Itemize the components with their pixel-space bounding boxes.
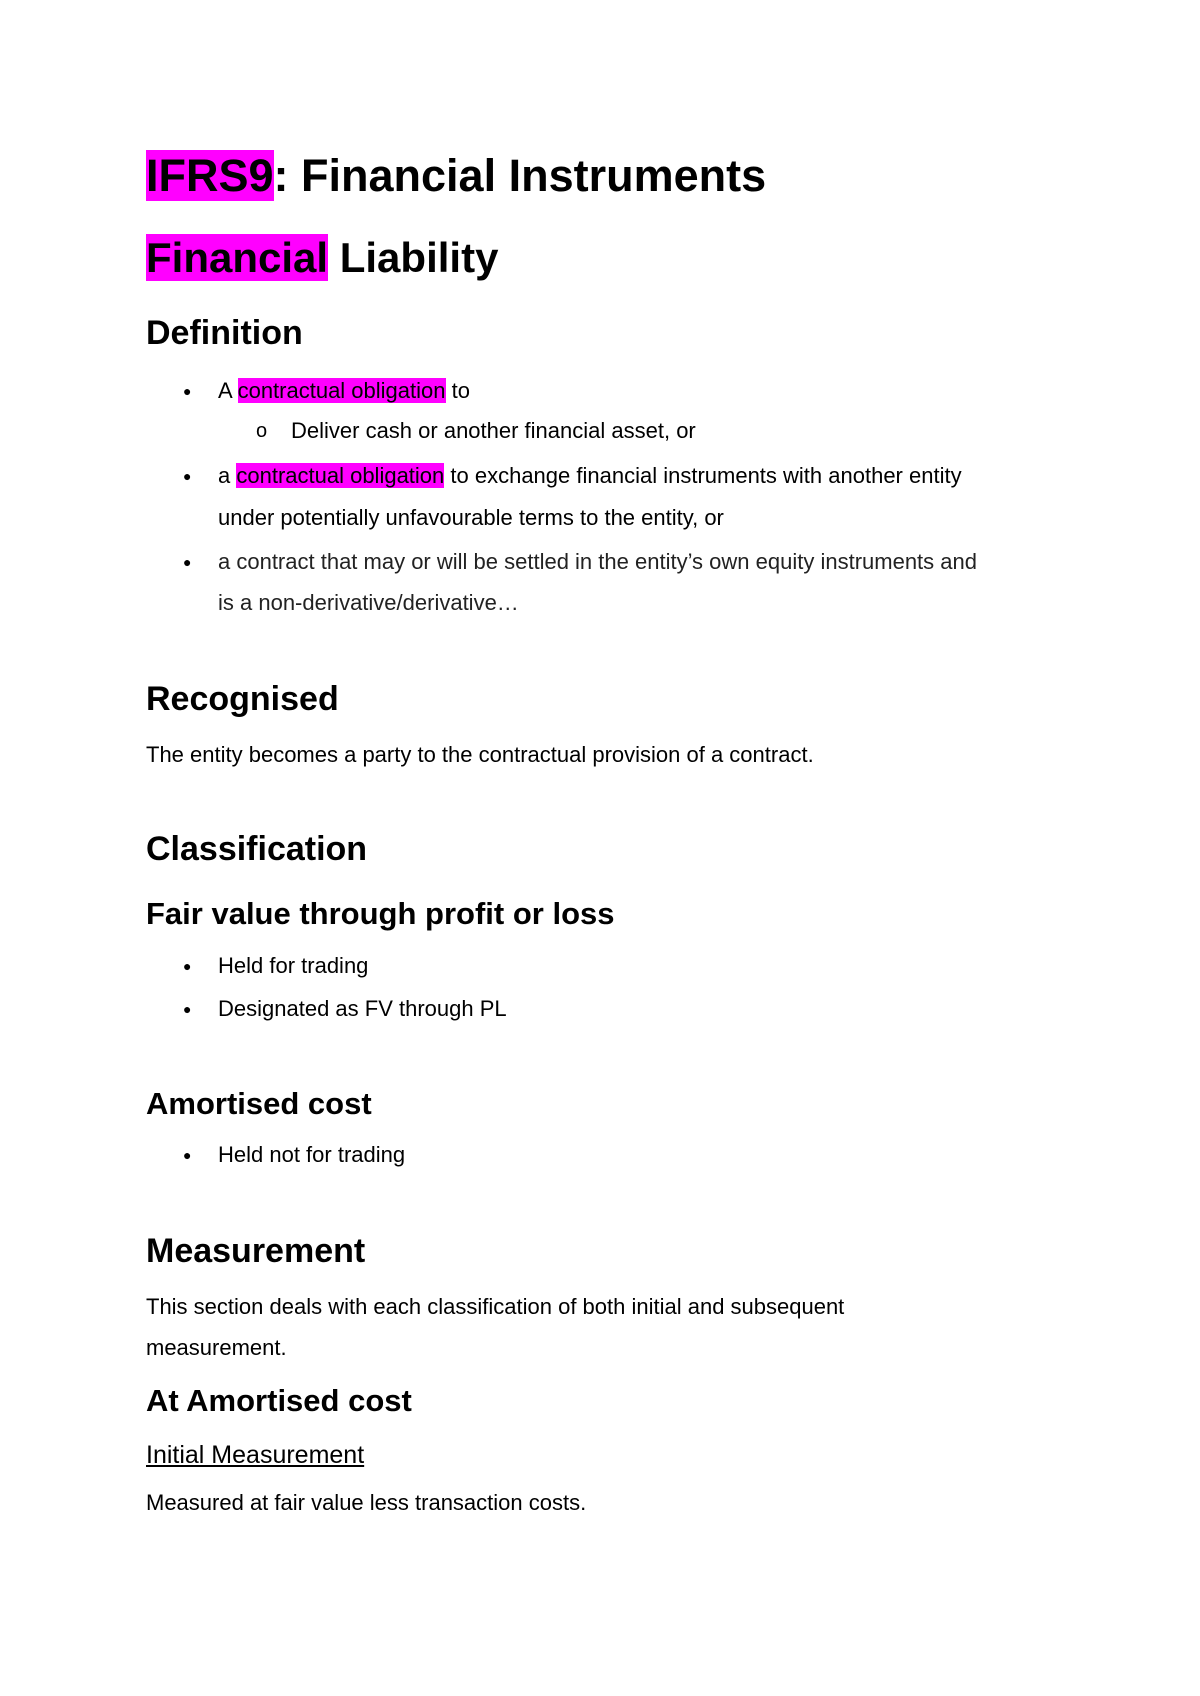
subtitle-rest: Liability [328,234,499,281]
bullet-marker: ● [183,468,192,484]
bullet-marker: ● [183,958,192,974]
bullet-marker: ● [183,1147,192,1163]
fvtpl-item-2: Designated as FV through PL [218,996,507,1021]
bullet-2-post: to exchange financial instruments with another entity [444,463,962,488]
subtitle-highlight: Financial [146,234,329,281]
bullet-1-post: to [445,378,470,403]
bullet-2-highlight: contractual obligation [236,463,445,488]
initial-measurement-heading: Initial Measurement [146,1441,365,1469]
measurement-text-line2: measurement. [146,1335,287,1360]
bullet-2-pre: a [218,463,237,488]
definition-bullet-3: a contract that may or will be settled in the entity’s own equity instruments and [218,549,977,574]
definition-bullet-2-line2: under potentially unfavourable terms to the entity, or [218,505,724,530]
initial-measurement-text: Measured at fair value less transaction costs. [146,1490,587,1515]
bullet-marker: ● [183,1001,192,1017]
measurement-text-line1: This section deals with each classification of both initial and subsequent [146,1294,845,1319]
recognised-text: The entity becomes a party to the contractual provision of a contract. [146,742,814,767]
recognised-heading: Recognised [146,680,339,718]
measurement-heading: Measurement [146,1232,366,1270]
bullet-marker: ● [183,554,192,570]
definition-bullet-3-line2: is a non-derivative/derivative… [218,590,519,615]
at-amortised-heading: At Amortised cost [146,1383,412,1418]
definition-heading: Definition [146,314,303,352]
title-highlight: IFRS9 [146,150,274,201]
definition-bullet-2 [218,461,962,491]
sub-bullet-marker: o [256,420,268,442]
amortised-item-1: Held not for trading [218,1142,406,1167]
bullet-marker: ● [183,383,192,399]
document-subtitle [146,230,498,286]
amortised-heading: Amortised cost [146,1086,372,1121]
fvtpl-heading: Fair value through profit or loss [146,896,615,931]
bullet-1-highlight: contractual obligation [237,378,446,403]
bullet-1-pre: A [218,378,238,403]
fvtpl-item-1: Held for trading [218,953,369,978]
classification-heading: Classification [146,830,368,868]
definition-sub-bullet: Deliver cash or another financial asset, or [291,418,696,443]
document-title [146,148,766,204]
title-rest: : Financial Instruments [273,150,767,201]
definition-bullet-1 [218,376,470,406]
